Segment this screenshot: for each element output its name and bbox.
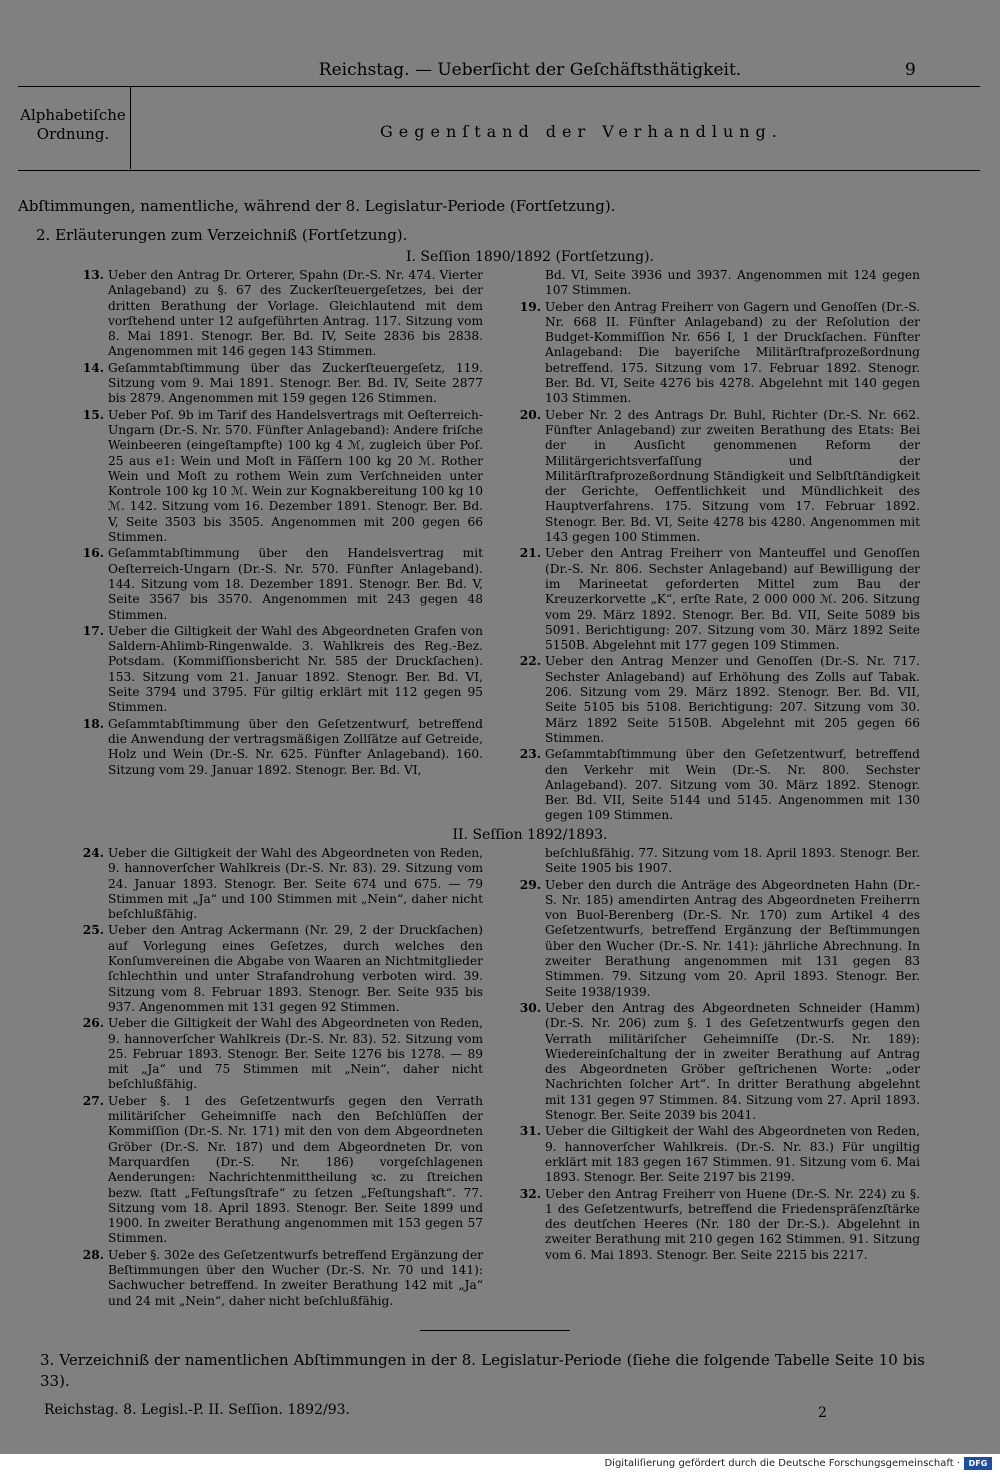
entry-32 [519,1186,920,1263]
entry-text: Ueber die Giltigkeit der Wahl des Abgeordneten Grafen von Saldern-Ahlimb-Ringenwalde. 3. Wahlkreis des Reg.-Bez. Potsdam. (Kommiſſionsbericht Nr. 585 der Druckſachen). 153. Sitzung vom 21. Januar 1892. Stenogr. Ber. Bd. VI, Seite 3794 und 3795. Für giltig erklärt mit 112 gegen 95 Stimmen. [108,623,483,715]
entry-number: 25. [82,923,104,938]
entry-number: 31. [519,1124,541,1139]
entry-28 [82,1247,483,1309]
entry-24 [82,846,483,922]
entry-text: Ueber den Antrag Dr. Orterer, Spahn (Dr.-S. Nr. 474. Vierter Anlageband) zu §. 67 des Zuckerſteuergeſetzes, bei der dritten Berathung der Vorlage. Gleichlautend mit dem vorſtehend unter 12 aufgeführten Antrag. 117. Sitzung vom 8. Mai 1891. Stenogr. Ber. Bd. IV, Seite 2836 bis 2838. Angenommen mit 146 gegen 143 Stimmen. [108,268,483,359]
entry-number: 32. [519,1186,541,1201]
column-header-alphabetical [18,106,128,144]
entry-17 [82,623,483,716]
entry-text: Ueber den Antrag des Abgeordneten Schneider (Hamm) (Dr.-S. Nr. 206) zum §. 1 des Geſetzentwurfs gegen den Verrath militäriſcher Geheimniſſe (Dr.-S. Nr. 189): Wiedereinſchaltung der in zweiter Berathung auf Antrag des Abgeordneten Gröber geſtrichenen Worte: „oder Nachrichten ſolcher Art“. In dritter Berathung abgelehnt mit 131 gegen 97 Stimmen. 84. Sitzung vom 27. April 1893. Stenogr. Ber. Seite 2039 bis 2041. [545,1000,920,1123]
section-divider-rule [420,1330,570,1331]
entry-15 [82,407,483,546]
dfg-logo: DFG [964,1457,992,1470]
entry-27 [82,1093,483,1247]
entry-number: 13. [82,268,104,282]
column-header-subject: Gegenſtand der Verhandlung. [380,122,783,141]
entry-text: beſchlußfähig. 77. Sitzung vom 18. April 1893. Stenogr. Ber. Seite 1905 bis 1907. [545,846,920,876]
header-rule-bottom [18,170,980,171]
entry-25 [82,923,483,1015]
column-header-line1: Alphabetiſche [20,106,126,124]
entry-21 [519,546,920,653]
entry-number: 19. [519,299,541,314]
entry-number: 26. [82,1016,104,1031]
entry-23 [519,747,920,823]
entry-number: 17. [82,623,104,638]
entry-22 [519,654,920,746]
entry-number: 23. [519,747,541,762]
entry-number: 18. [82,716,104,731]
final-paragraph: 3. Verzeichniß der namentlichen Abſtimmungen in der 8. Legislatur-Periode (ſiehe die folgende Tabelle Seite 10 bis 33). [40,1351,925,1390]
entry-26 [82,1016,483,1092]
entry-number: 21. [519,546,541,561]
digitization-credit: Digitaliſierung gefördert durch die Deutsche Forschungsgemeinschaft · [604,1458,960,1469]
session-1-right-column [519,268,920,825]
entry-text: Ueber den Antrag Freiherr von Gagern und Genoſſen (Dr.-S. Nr. 668 II. Fünfter Anlageband) zu der Reſolution der Budget-Kommiſſion Nr. 656 I, 1 der Druckſachen. Fünfter Anlageband: Die bayeriſche Militärſtrafprozeßordnung betreffend. 175. Sitzung vom 17. Februar 1892. Stenogr. Ber. Bd. VI, Seite 4276 bis 4278. Abgelehnt mit 140 gegen 103 Stimmen. [545,299,920,406]
entry-text: Ueber die Giltigkeit der Wahl des Abgeordneten von Reden, 9. hannoverſcher Wahlkreis (Dr.-S. Nr. 83). 52. Sitzung vom 25. Februar 1893. Stenogr. Ber. Seite 1276 bis 1278. — 89 mit „Ja“ und 75 Stimmen mit „Nein“, daher nicht beſchlußfähig. [108,1016,483,1092]
entry-16 [82,546,483,622]
entry-text: Geſammtabſtimmung über das Zuckerſteuergeſetz, 119. Sitzung vom 9. Mai 1891. Stenogr. Ber. Bd. IV, Seite 2877 bis 2879. Angenommen mit 159 gegen 126 Stimmen. [108,360,483,406]
entry-number: 15. [82,407,104,422]
entry-18 [82,716,483,778]
entry-number: 22. [519,654,541,669]
entry-text: Ueber den Antrag Menzer und Genoſſen (Dr.-S. Nr. 717. Sechster Anlageband) auf Erhöhung des Zolls auf Tabak. 206. Sitzung vom 29. März 1892. Stenogr. Ber. Bd. VII, Seite 5105 bis 5108. Berichtigung: 207. Sitzung vom 30. März 1892 Seite 5150B. Abgelehnt mit 205 gegen 66 Stimmen. [545,654,920,745]
entry-text: Geſammtabſtimmung über den Geſetzentwurf, betreffend die Anwendung der vertragsmäßigen Zollſätze auf Getreide, Holz und Wein (Dr.-S. Nr. 625. Fünfter Anlageband). 160. Sitzung vom 29. Januar 1892. Stenogr. Ber. Bd. VI, [108,716,483,777]
entry-number: 14. [82,360,104,375]
subsection-title: 2. Erläuterungen zum Verzeichniß (Fortſetzung). [36,226,408,244]
entry-14 [82,360,483,407]
session-2-title: II. Seſſion 1892/1893. [452,827,608,843]
entry-text: Ueber §. 1 des Geſetzentwurfs gegen den Verrath militäriſcher Geheimniſſe nach den Beſchlüſſen der Kommiſſion (Dr.-S. Nr. 171) mit den von dem Abgeordneten Gröber (Dr.-S. Nr. 187) und dem Abgeordneten Dr. von Marquardſen (Dr.-S. Nr. 186) vorgeſchlagenen Aenderungen: Nachrichtenmittheilung ꝛc. zu ſtreichen bezw. ſtatt „Feſtungsſtrafe“ zu ſetzen „Feſtungshaft“. 77. Sitzung vom 18. April 1893. Stenogr. Ber. Seite 1899 und 1900. In zweiter Berathung angenommen mit 153 gegen 57 Stimmen. [108,1093,483,1246]
entry-text: Bd. VI, Seite 3936 und 3937. Angenommen mit 124 gegen 107 Stimmen. [545,268,920,298]
running-header: Reichstag. — Ueberſicht der Geſchäftsthätigkeit. [318,60,742,80]
entry-18-continued [545,268,920,299]
entry-text: Ueber Nr. 2 des Antrags Dr. Buhl, Richter (Dr.-S. Nr. 662. Fünfter Anlageband) zur zweiten Berathung des Etats: Bei der in Ausſicht genommenen Reform der Militärgerichtsverfaſſung und der Militärſtrafprozeßordnung Ständigkeit und Selbſtſtändigkeit der Gerichte, Oeffentlichkeit und Mündlichkeit des Hauptverfahrens. 175. Sitzung vom 17. Februar 1892. Stenogr. Ber. Bd. VI, Seite 4278 bis 4280. Angenommen mit 143 gegen 100 Stimmen. [545,407,920,545]
header-rule [18,86,980,87]
entry-text: Ueber den Antrag Ackermann (Nr. 29, 2 der Druckſachen) auf Vorlegung eines Geſetzes, durch welches den Konſumvereinen die Abgabe von Waaren an Nichtmitglieder ſchlechthin und unter Strafandrohung verboten wird. 39. Sitzung vom 8. Februar 1893. Stenogr. Ber. Seite 935 bis 937. Angenommen mit 131 gegen 92 Stimmen. [108,923,483,1014]
session-2-right-column [519,846,920,1264]
entry-text: Ueber Poſ. 9b im Tarif des Handelsvertrags mit Oeſterreich-Ungarn (Dr.-S. Nr. 570. Fünfter Anlageband): Andere friſche Weinbeeren (eingeſtampfte) 100 kg 4 ℳ, zugleich über Poſ. 25 aus e1: Wein und Moſt in Fäſſern 100 kg 20 ℳ. Rother Wein und Moſt zu rothem Wein zum Verſchneiden unter Kontrole 100 kg 10 ℳ. Wein zur Kognakbereitung 100 kg 10 ℳ. 142. Sitzung vom 16. Dezember 1891. Stenogr. Ber. Bd. V, Seite 3503 bis 3505. Angenommen mit 200 gegen 66 Stimmen. [108,407,483,545]
entry-text: Ueber §. 302e des Geſetzentwurfs betreffend Ergänzung der Beſtimmungen über den Wucher (Dr.-S. Nr. 70 und 141): Sachwucher betreffend. In zweiter Berathung 142 mit „Ja“ und 24 mit „Nein“, daher nicht beſchlußfähig. [108,1247,483,1308]
entry-text: Ueber den Antrag Freiherr von Manteuffel und Genoſſen (Dr.-S. Nr. 806. Sechster Anlageband) auf Bewilligung der im Marineetat geforderten Mittel zum Bau der Kreuzerkorvette „K“, erſte Rate, 2 000 000 ℳ. 206. Sitzung vom 29. März 1892. Stenogr. Ber. Bd. VII, Seite 5089 bis 5091. Berichtigung: 207. Sitzung vom 30. März 1892 Seite 5150B. Abgelehnt mit 177 gegen 109 Stimmen. [545,546,920,653]
footer-signature: Reichstag. 8. Legisl.-P. II. Seſſion. 1892/93. [44,1402,350,1418]
entry-13 [82,268,483,360]
entry-text: Geſammtabſtimmung über den Geſetzentwurf, betreffend den Verkehr mit Wein (Dr.-S. Nr. 800. Sechster Anlageband). 207. Sitzung vom 30. März 1892. Stenogr. Ber. Bd. VII, Seite 5144 und 5145. Angenommen mit 130 gegen 109 Stimmen. [545,747,920,823]
footer-sheet-number: 2 [818,1405,827,1421]
entry-number: 20. [519,407,541,422]
entry-text: Ueber den Antrag Freiherr von Huene (Dr.-S. Nr. 224) zu §. 1 des Geſetzentwurfs, betreffend die Friedenspräſenzſtärke des deutſchen Heeres (Nr. 180 der Dr.-S.). Abgelehnt in zweiter Berathung mit 210 gegen 162 Stimmen. 91. Sitzung vom 6. Mai 1893. Stenogr. Ber. Seite 2215 bis 2217. [545,1186,920,1262]
entry-31 [519,1124,920,1185]
session-2-left-column [82,846,483,1310]
entry-28-continued [545,846,920,877]
entry-number: 16. [82,546,104,561]
entry-29 [519,877,920,1000]
entry-19 [519,299,920,407]
entry-text: Ueber die Giltigkeit der Wahl des Abgeordneten von Reden, 9. hannoverſcher Wahlkreis. (Dr.-S. Nr. 83.) Für ungiltig erklärt mit 183 gegen 167 Stimmen. 91. Sitzung vom 6. Mai 1893. Stenogr. Ber. Seite 2197 bis 2199. [545,1124,920,1185]
entry-text: Ueber den durch die Anträge des Abgeordneten Hahn (Dr.-S. Nr. 185) amendirten Antrag des Abgeordneten Freiherrn von Buol-Berenberg (Dr.-S. Nr. 170) zum Artikel 4 des Geſetzentwurfs, betreffend Ergänzung der Beſtimmungen über den Wucher (Dr.-S. Nr. 141): jährliche Abrechnung. In zweiter Berathung angenommen mit 131 gegen 83 Stimmen. 79. Sitzung vom 20. April 1893. Stenogr. Ber. Seite 1938/1939. [545,877,920,999]
column-divider [130,87,131,169]
entry-number: 24. [82,846,104,860]
entry-number: 27. [82,1093,104,1108]
entry-number: 28. [82,1247,104,1262]
entry-20 [519,407,920,546]
entry-text: Ueber die Giltigkeit der Wahl des Abgeordneten von Reden, 9. hannoverſcher Wahlkreis (Dr.-S. Nr. 83). 29. Sitzung vom 24. Januar 1893. Stenogr. Ber. Seite 674 und 675. — 79 Stimmen mit „Ja“ und 100 Stimmen mit „Nein“, daher nicht beſchlußfähig. [108,846,483,922]
column-header-line2: Ordnung. [36,125,110,143]
entry-text: Geſammtabſtimmung über den Handelsvertrag mit Oeſterreich-Ungarn (Dr.-S. Nr. 570. Fünfter Anlageband). 144. Sitzung vom 18. Dezember 1891. Stenogr. Ber. Bd. V, Seite 3567 bis 3570. Angenommen mit 243 gegen 48 Stimmen. [108,546,483,622]
entry-30 [519,1000,920,1123]
page-number: 9 [905,60,916,80]
session-1-left-column [82,268,483,779]
entry-number: 30. [519,1000,541,1015]
session-1-title: I. Seſſion 1890/1892 (Fortſetzung). [405,249,654,265]
entry-number: 29. [519,877,541,892]
section-title: Abſtimmungen, namentliche, während der 8. Legislatur-Periode (Fortſetzung). [18,197,616,215]
